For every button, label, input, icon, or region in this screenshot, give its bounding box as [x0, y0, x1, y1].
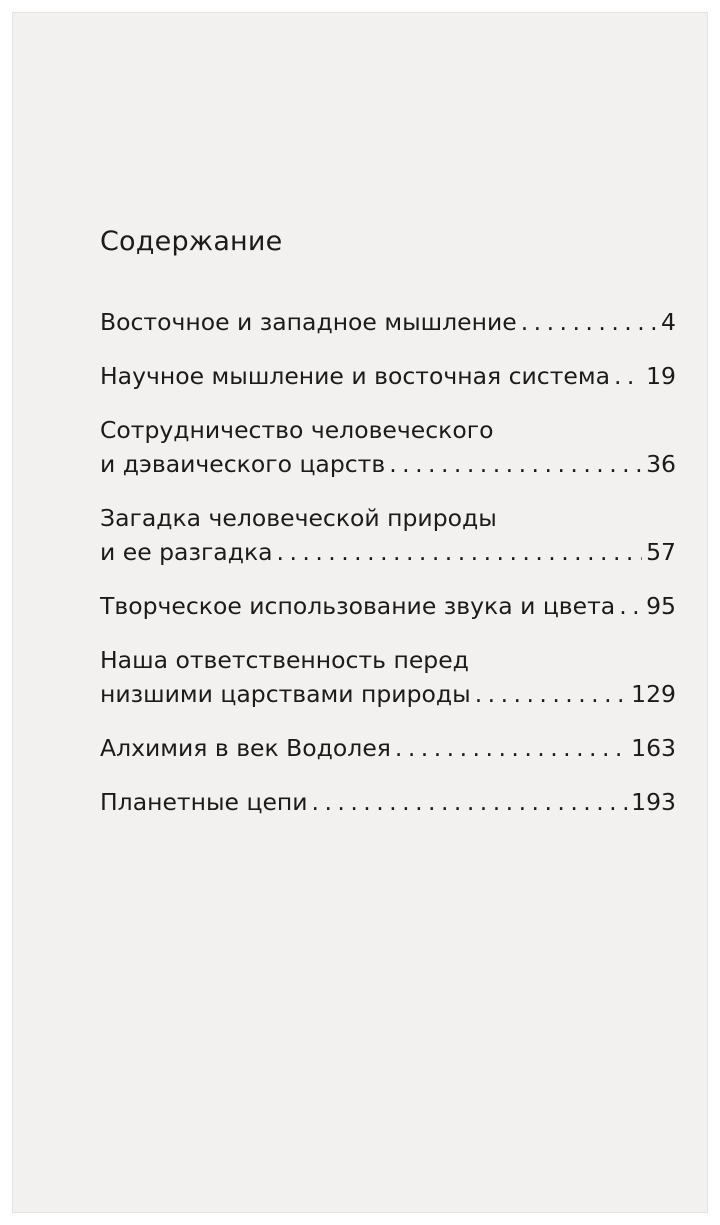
- toc-entry-title: Восточное и западное мышление: [100, 308, 517, 336]
- toc-entry-title: низшими царствами природы: [100, 680, 471, 708]
- toc-page-number: 4: [661, 308, 676, 336]
- toc-entry[interactable]: [100, 731, 676, 765]
- toc-entry-title: Творческое использование звука и цвета: [100, 592, 616, 620]
- toc-leader-dots: [619, 589, 642, 623]
- toc-entry-title: Научное мышление и восточная система: [100, 362, 610, 390]
- toc-entry-title: Алхимия в век Водолея: [100, 734, 391, 762]
- toc-leader-dots: [389, 447, 642, 481]
- toc-entry-line: [100, 589, 676, 623]
- toc-entry-line: [100, 731, 676, 765]
- toc-entry[interactable]: [100, 785, 676, 819]
- book-page: [12, 12, 708, 1213]
- toc-entry[interactable]: [100, 501, 676, 569]
- toc-entry-line: [100, 359, 676, 393]
- toc-page-number: 95: [646, 592, 676, 620]
- toc-entry[interactable]: [100, 413, 676, 481]
- toc-entry-title-line1: Сотрудничество человеческого: [100, 416, 494, 444]
- toc-leader-dots: [521, 305, 657, 339]
- toc-entry-line: [100, 785, 676, 819]
- toc-entry-title: и ее разгадка: [100, 538, 273, 566]
- toc-leader-dots: [395, 731, 627, 765]
- toc-leader-dots: [614, 359, 642, 393]
- toc-page-number: 57: [646, 538, 676, 566]
- toc-entry[interactable]: [100, 359, 676, 393]
- toc-page-number: 19: [646, 362, 676, 390]
- toc-page-number: 193: [631, 788, 676, 816]
- toc-entry[interactable]: [100, 589, 676, 623]
- toc-entry-title: Планетные цепи: [100, 788, 308, 816]
- toc-entry-title-line1: Загадка человеческой природы: [100, 504, 497, 532]
- toc-page-number: 36: [646, 450, 676, 478]
- toc-entry-title: и дэваического царств: [100, 450, 386, 478]
- toc-entry-line: [100, 677, 676, 711]
- toc-entry[interactable]: [100, 643, 676, 711]
- toc-entry[interactable]: [100, 305, 676, 339]
- toc-leader-dots: [312, 785, 628, 819]
- toc-entry-title-line1: Наша ответственность перед: [100, 646, 469, 674]
- toc-page-number: 163: [631, 734, 676, 762]
- toc-entry-line: [100, 305, 676, 339]
- toc-list: [100, 297, 676, 819]
- toc-title: Содержание: [100, 226, 283, 257]
- toc-leader-dots: [475, 677, 627, 711]
- toc-page-number: 129: [631, 680, 676, 708]
- toc-entry-line: [100, 447, 676, 481]
- toc-entry-line: [100, 535, 676, 569]
- toc-leader-dots: [277, 535, 643, 569]
